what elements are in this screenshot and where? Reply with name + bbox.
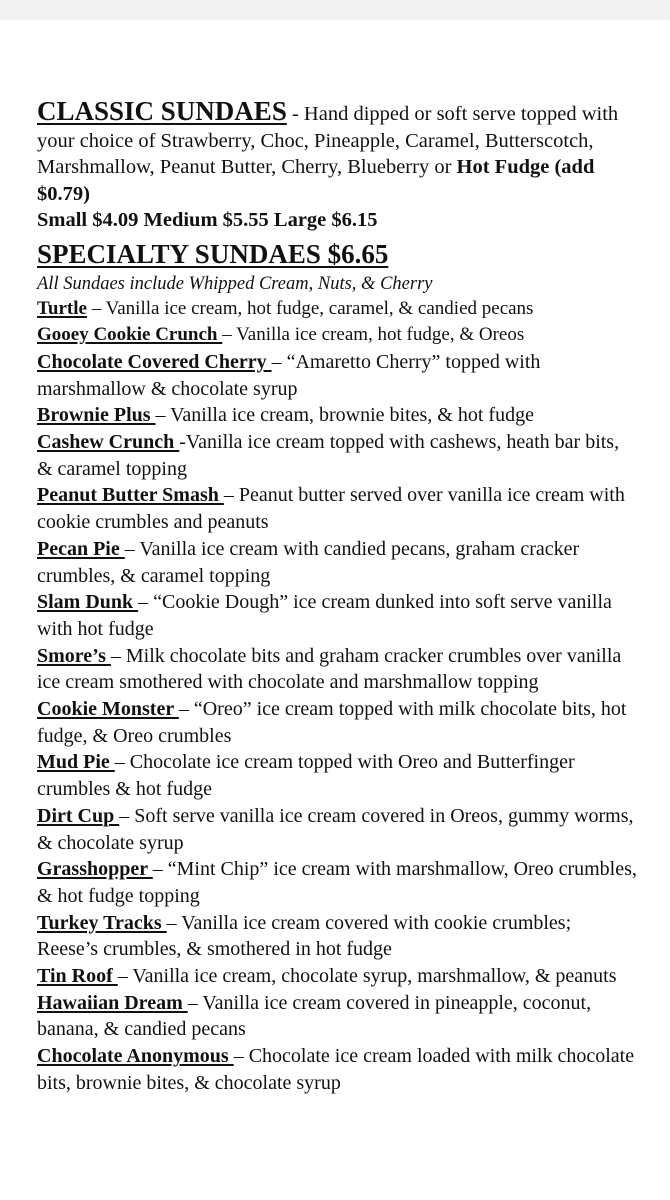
item-description: -Vanilla ice cream topped with cashews, heath bar bits, & caramel topping (37, 431, 620, 480)
item-description: – “Cookie Dough” ice cream dunked into soft serve vanilla with hot fudge (37, 591, 612, 640)
menu-page (37, 98, 637, 1097)
item-name: Cashew Crunch (37, 431, 180, 454)
menu-item-chocolate-covered-cherry (37, 349, 637, 402)
item-description: – Milk chocolate bits and graham cracker crumbles over vanilla ice cream smothered with chocolate and marshmallow topping (37, 644, 622, 694)
item-description: – Peanut butter served over vanilla ice cream with cookie crumbles and peanuts (37, 484, 625, 534)
specialty-sundaes-note: All Sundaes include Whipped Cream, Nuts, & Cherry (37, 273, 433, 294)
specialty-sundaes-title: SPECIALTY SUNDAES $6.65 (37, 238, 389, 269)
item-name: Chocolate Anonymous (37, 1045, 234, 1068)
item-name: Slam Dunk (37, 591, 139, 614)
item-description: – Vanilla ice cream, brownie bites, & hot fudge (155, 404, 534, 427)
classic-sundaes-description: - Hand dipped or soft serve topped with your choice of Strawberry, Choc, Pineapple, Caramel, Butterscotch, Marshmallow, Peanut Butter, Cherry, Blueberry or (37, 103, 619, 178)
menu-item-turtle (37, 296, 637, 323)
item-name: Dirt Cup (37, 804, 120, 827)
item-name: Brownie Plus (37, 404, 156, 427)
item-name: Smore’s (37, 644, 111, 667)
hot-fudge-option: Hot Fudge (add $0.79) (37, 156, 595, 205)
menu-item-hawaiian-dream (37, 990, 637, 1043)
item-description: – Soft serve vanilla ice cream covered in Oreos, gummy worms, & chocolate syrup (37, 804, 634, 854)
item-description: – Vanilla ice cream, hot fudge, & Oreos (222, 324, 525, 346)
item-name: Gooey Cookie Crunch (37, 324, 223, 346)
item-name: Peanut Butter Smash (37, 484, 224, 507)
menu-item-gooey-cookie-crunch (37, 322, 637, 349)
menu-item-grasshopper (37, 856, 637, 909)
item-description: – Chocolate ice cream topped with Oreo and Butterfinger crumbles & hot fudge (37, 751, 575, 801)
classic-sundaes-title: CLASSIC SUNDAES (37, 96, 287, 126)
item-name: Pecan Pie (37, 537, 125, 560)
menu-item-brownie-plus (37, 402, 637, 429)
item-name: Grasshopper (37, 858, 153, 881)
classic-sundaes-prices: Small $4.09 Medium $5.55 Large $6.15 (37, 209, 378, 231)
menu-item-smores (37, 643, 637, 696)
item-description: – “Oreo” ice cream topped with milk chocolate bits, hot fudge, & Oreo crumbles (37, 698, 627, 747)
item-name: Turkey Tracks (37, 911, 167, 934)
item-name: Tin Roof (37, 965, 118, 988)
menu-item-tin-roof (37, 963, 637, 990)
menu-item-slam-dunk (37, 589, 637, 642)
menu-item-cashew-crunch (37, 429, 637, 482)
item-name: Hawaiian Dream (37, 991, 188, 1014)
item-name: Mud Pie (37, 751, 115, 774)
menu-item-mud-pie (37, 749, 637, 802)
menu-item-pecan-pie (37, 536, 637, 589)
menu-item-dirt-cup (37, 803, 637, 856)
item-description: – “Amaretto Cherry” topped with marshmallow & chocolate syrup (37, 350, 541, 400)
item-description: – Vanilla ice cream, chocolate syrup, marshmallow, & peanuts (117, 965, 617, 988)
classic-sundaes-section (37, 98, 637, 207)
item-description: – Vanilla ice cream with candied pecans, graham cracker crumbles, & caramel topping (37, 537, 580, 587)
item-name: Cookie Monster (37, 698, 179, 721)
menu-item-peanut-butter-smash (37, 482, 637, 535)
menu-item-cookie-monster (37, 696, 637, 749)
menu-item-turkey-tracks (37, 910, 637, 963)
item-name: Chocolate Covered Cherry (37, 350, 272, 373)
item-name: Turtle (37, 297, 87, 319)
item-description: – Vanilla ice cream, hot fudge, caramel, & candied pecans (86, 297, 534, 319)
item-description: – Vanilla ice cream covered with cookie crumbles; Reese’s crumbles, & smothered in hot fudge (37, 911, 572, 961)
top-bar (0, 0, 670, 20)
item-description: – Chocolate ice cream loaded with milk chocolate bits, brownie bites, & chocolate syrup (37, 1045, 635, 1094)
item-description: – Vanilla ice cream covered in pineapple, coconut, banana, & candied pecans (37, 991, 592, 1041)
menu-item-chocolate-anonymous (37, 1043, 637, 1096)
item-description: – “Mint Chip” ice cream with marshmallow, Oreo crumbles, & hot fudge topping (37, 858, 637, 907)
